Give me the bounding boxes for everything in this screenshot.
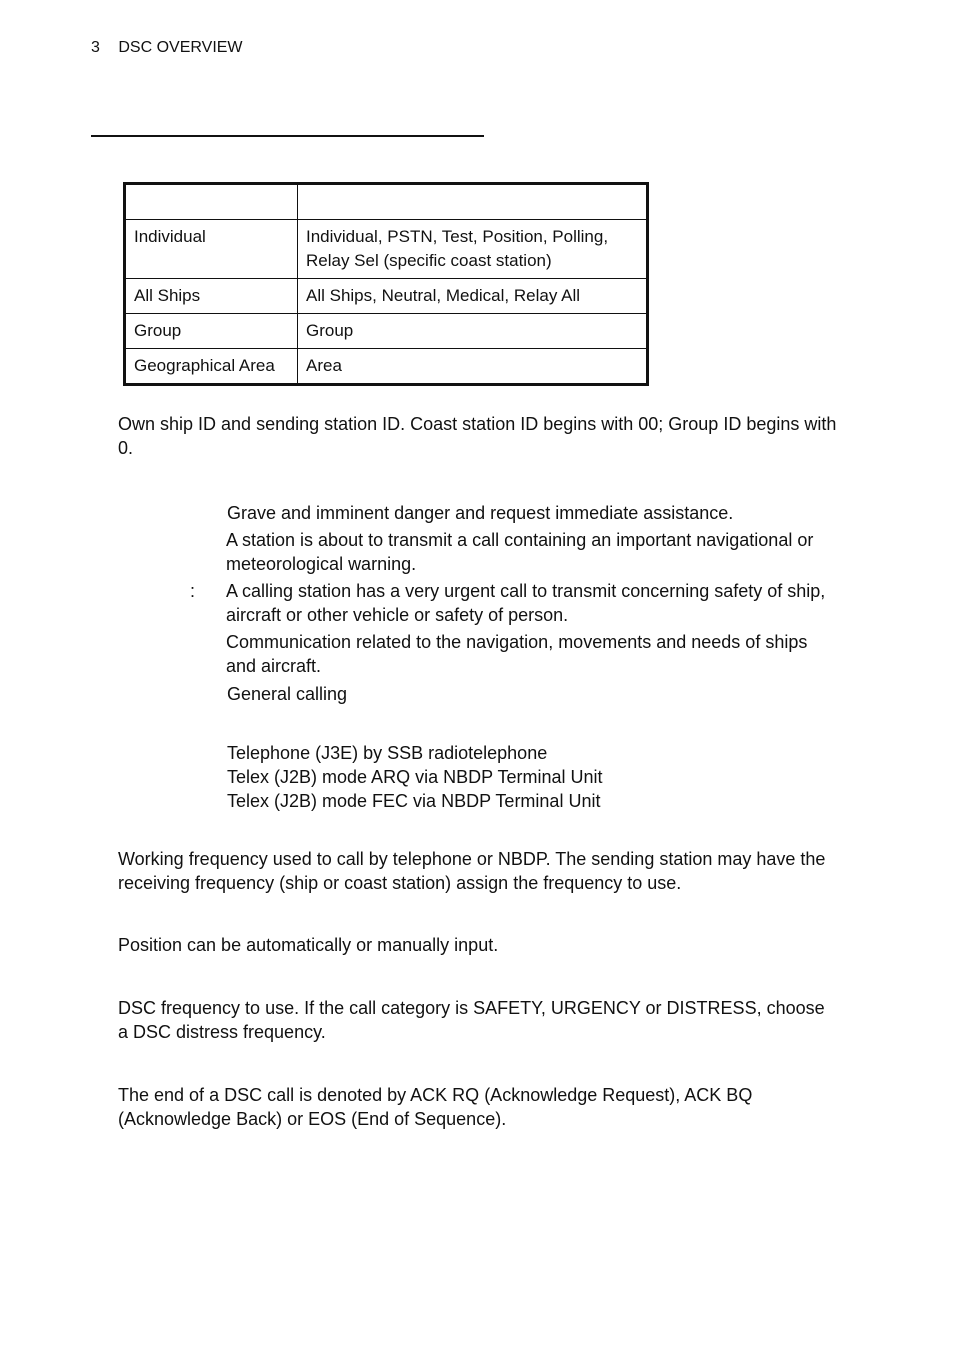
position-text: Position can be automatically or manually input. — [118, 935, 499, 955]
table-cell: Geographical Area — [125, 349, 298, 385]
table-row — [125, 279, 648, 314]
category-safety-text: A station is about to transmit a call containing an important navigational or meteorological warning. — [226, 530, 814, 574]
comm-mode-item: Telephone (J3E) by SSB radiotelephone — [227, 743, 548, 763]
table-header-row — [125, 184, 648, 220]
end-of-call-text: The end of a DSC call is denoted by ACK RQ (Acknowledge Request), ACK BQ (Acknowledge Back) or EOS (End of Sequence). — [118, 1085, 753, 1129]
category-distress-text: Grave and imminent danger and request immediate assistance. — [227, 503, 734, 523]
chapter-title: DSC OVERVIEW — [118, 39, 243, 56]
comm-mode-item: Telex (J2B) mode ARQ via NBDP Terminal Unit — [227, 767, 603, 787]
table-cell: Individual — [125, 220, 298, 279]
table-header-cell — [298, 184, 648, 220]
table-cell: Group — [298, 314, 648, 349]
table-cell: Individual, PSTN, Test, Position, Polling, Relay Sel (specific coast station) — [298, 220, 648, 279]
table-row — [125, 349, 648, 385]
table-cell: Group — [125, 314, 298, 349]
page-number: 3 — [91, 39, 100, 56]
table-cell: All Ships, Neutral, Medical, Relay All — [298, 279, 648, 314]
category-business-text: Communication related to the navigation, movements and needs of ships and aircraft. — [226, 632, 808, 676]
working-frequency-text: Working frequency used to call by telephone or NBDP. The sending station may have the receiving frequency (ship or coast station) assign the frequency to use. — [118, 849, 826, 893]
table-cell: All Ships — [125, 279, 298, 314]
format-table — [123, 182, 649, 386]
section-rule — [91, 135, 484, 137]
table-row — [125, 220, 648, 279]
page-header — [91, 39, 243, 57]
category-routine-text: General calling — [227, 684, 348, 704]
table-row — [125, 314, 648, 349]
table-header-cell — [125, 184, 298, 220]
comm-mode-item: Telex (J2B) mode FEC via NBDP Terminal Unit — [227, 791, 601, 811]
category-urgency-text: A calling station has a very urgent call to transmit concerning safety of ship, aircraft or other vehicle or safety of person. — [226, 581, 826, 625]
dsc-frequency-text: DSC frequency to use. If the call category is SAFETY, URGENCY or DISTRESS, choose a DSC distress frequency. — [118, 998, 825, 1042]
self-id-text: Own ship ID and sending station ID. Coast station ID begins with 00; Group ID begins with 0. — [118, 414, 837, 458]
category-urgency-colon: : — [190, 581, 196, 601]
table-cell: Area — [298, 349, 648, 385]
